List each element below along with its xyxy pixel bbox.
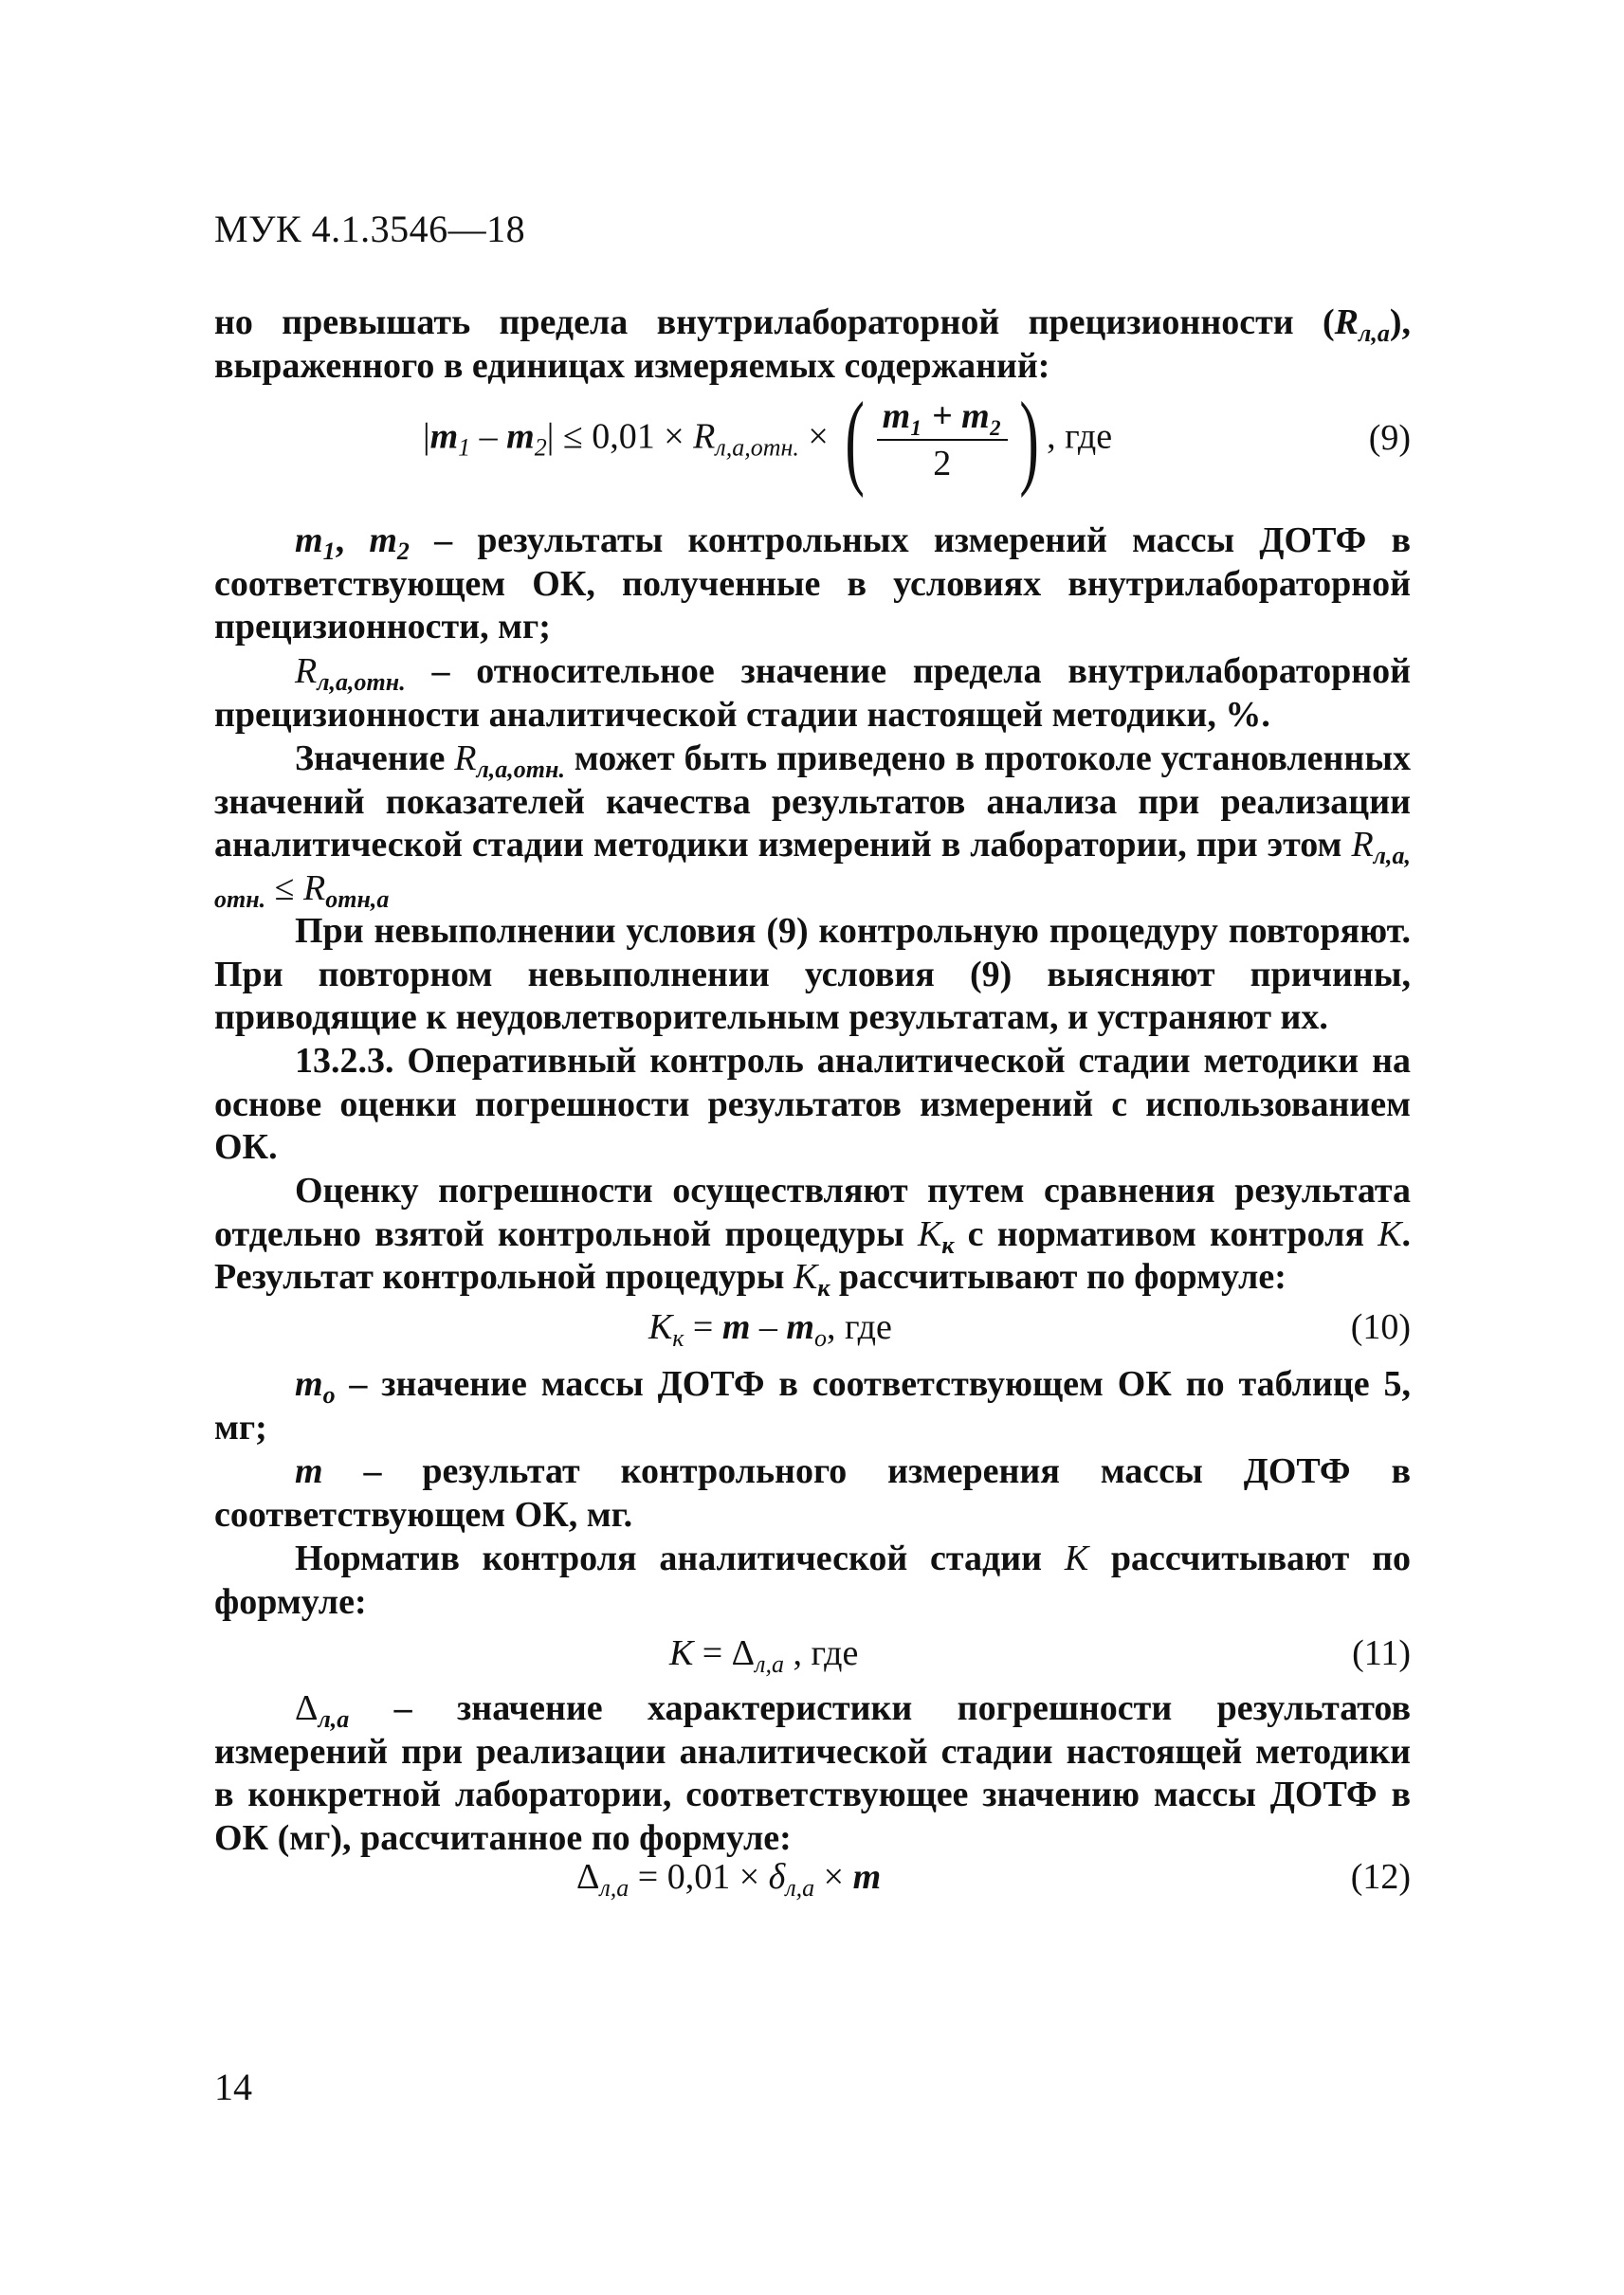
equation-number: (11) xyxy=(1352,1633,1411,1673)
definition-m1-m2: $m_1$, $m_2$ – результаты контрольных измерений массы ДОТФ в соответствующем ОК, полученные в условиях внутрилабораторной прецизионности, мг; xyxy=(214,520,1412,647)
paragraph-repeat: При невыполнении условия (9) контрольную процедуру повторяют. При повторном невыполнении условия (9) выясняют причины, приводящие к неудовлетворительным результатам, и устраняют их. xyxy=(214,911,1411,1037)
paragraph-13-2-3: 13.2.3. Оперативный контроль аналитической стадии методики на основе оценки погрешности результатов измерений с использованием ОК. xyxy=(214,1041,1411,1167)
equation-9: $|m_1 - m_2| \le 0,01 \times R_{л,а,отн.}$ × ( $\frac{\text{m₁ + m₂}}{2}$ ) , где (9) xyxy=(423,381,1411,499)
page-number: 14 xyxy=(214,2066,252,2108)
fraction: $\frac{\text{m₁ + m₂}}{2}$ xyxy=(877,395,1008,484)
equation-12: $\Delta_{л,а} = 0,01 \times \delta_{л,а} \times m$ (12) xyxy=(576,1857,1411,1902)
equation-number: (10) xyxy=(1350,1307,1411,1347)
paragraph-value: Значение $R_{л,а,отн.}$ может быть приведено в протоколе установленных значений показателей качества результатов анализа при реализации аналитической стадии методики измерений в лаборатории, при этом $R_{л,а, отн.} \le R_{отн,а}$ xyxy=(214,738,1411,913)
paragraph-estimation: Оценку погрешности осуществляют путем сравнения результата отдельно взятой контрольной процедуры $К_к$ с нормативом контроля К. Результат контрольной процедуры $К_к$ рассчитывают по формуле: xyxy=(214,1171,1411,1302)
equation-10: $К_к = m - m_о$, где (10) xyxy=(648,1307,1411,1352)
definition-delta: $\Delta_{л,а}$ – значение характеристики погрешности результатов измерений при реализации аналитической стадии настоящей методики в конкретной лаборатории, соответствующее значению массы ДОТФ в ОК (мг), рассчитанное по формуле: xyxy=(214,1688,1411,1858)
definition-m0: $m_о$ – значение массы ДОТФ в соответствующем ОК по таблице 5, мг; xyxy=(214,1364,1411,1448)
equation-11: $К = \Delta_{л,а}$ , где (11) xyxy=(669,1633,1411,1678)
definition-m: m – результат контрольного измерения массы ДОТФ в соответствующем ОК, мг. xyxy=(214,1451,1411,1535)
equation-number: (12) xyxy=(1350,1857,1411,1897)
equation-number: (9) xyxy=(1368,418,1411,458)
definition-R: $R_{л,а,отн.}$ – относительное значение предела внутрилабораторной прецизионности аналитической стадии настоящей методики, %. xyxy=(214,651,1411,735)
paragraph-precision-limit: но превышать предела внутрилабораторной прецизионности $(R_{л,а})$, выраженного в единицах измеряемых содержаний: xyxy=(214,302,1411,386)
paragraph-norm: Норматив контроля аналитической стадии К рассчитывают по формуле: xyxy=(214,1539,1411,1622)
page-header: МУК 4.1.3546—18 xyxy=(214,208,526,250)
